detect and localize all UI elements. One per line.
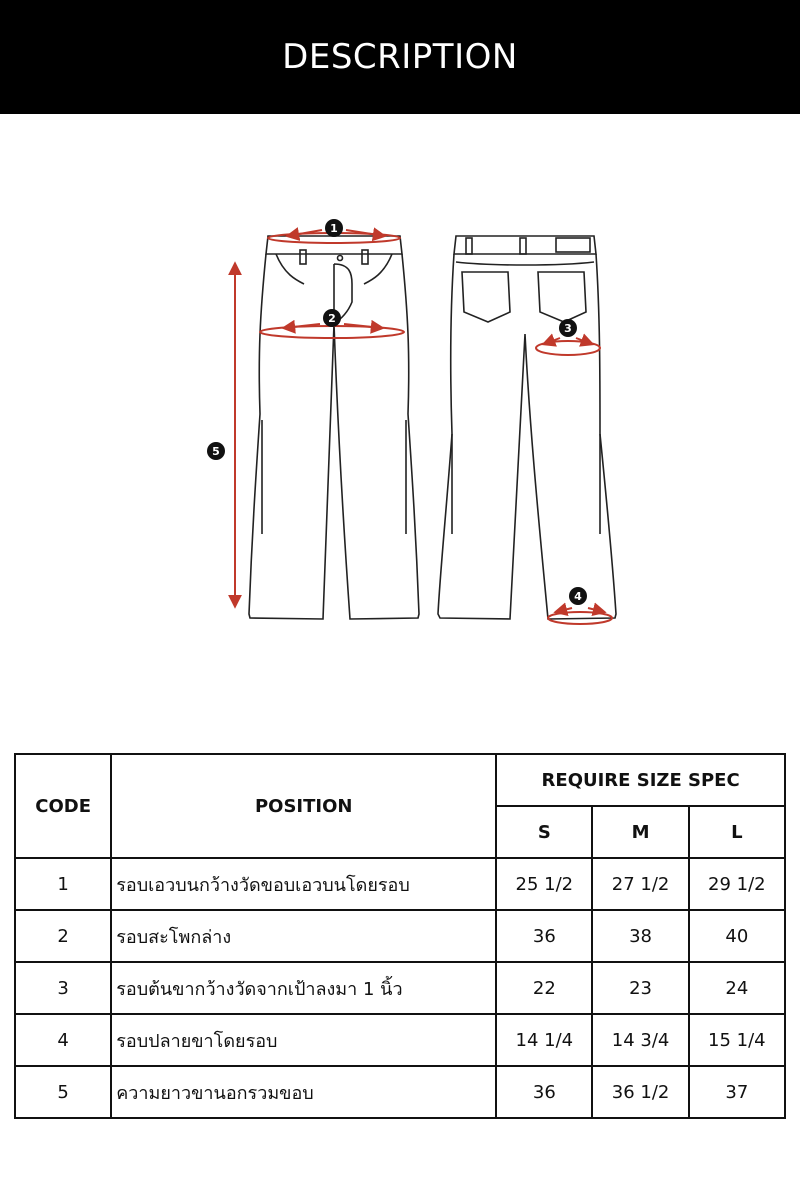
table-row [15,858,785,910]
cell-size-s: 36 [496,910,592,962]
marker-3-label: 3 [564,322,572,335]
cell-size-m: 14 3/4 [592,1014,688,1066]
measure-thigh [536,319,600,355]
cell-size-l: 37 [689,1066,785,1118]
header-position: POSITION [111,754,496,858]
cell-size-s: 14 1/4 [496,1014,592,1066]
cell-code: 5 [15,1066,111,1118]
table-header-row [15,754,785,806]
cell-size-l: 40 [689,910,785,962]
header-size-s: S [496,806,592,858]
cell-size-s: 36 [496,1066,592,1118]
pants-front-outline [249,236,419,619]
header-code: CODE [15,754,111,858]
table-row [15,1014,785,1066]
page-header [0,0,800,114]
cell-code: 2 [15,910,111,962]
cell-position: รอบเอวบนกว้างวัดขอบเอวบนโดยรอบ [111,858,496,910]
cell-size-s: 25 1/2 [496,858,592,910]
pants-diagram-svg [0,114,800,734]
cell-size-l: 15 1/4 [689,1014,785,1066]
cell-code: 4 [15,1014,111,1066]
cell-size-m: 23 [592,962,688,1014]
cell-size-s: 22 [496,962,592,1014]
pants-measurement-diagram [0,114,800,734]
size-spec-table-wrap [14,753,786,1119]
header-size-m: M [592,806,688,858]
marker-5-label: 5 [212,445,220,458]
cell-position: รอบต้นขากว้างวัดจากเป้าลงมา 1 นิ้ว [111,962,496,1014]
cell-code: 3 [15,962,111,1014]
table-row [15,962,785,1014]
cell-position: รอบสะโพกล่าง [111,910,496,962]
cell-code: 1 [15,858,111,910]
page-title: DESCRIPTION [282,37,518,77]
table-row [15,1066,785,1118]
header-require-size-spec: REQUIRE SIZE SPEC [496,754,785,806]
cell-size-m: 36 1/2 [592,1066,688,1118]
marker-2-label: 2 [328,312,336,325]
marker-4-label: 4 [574,590,582,603]
marker-1-label: 1 [330,222,338,235]
cell-size-m: 27 1/2 [592,858,688,910]
cell-size-m: 38 [592,910,688,962]
measure-hip [260,309,404,338]
cell-size-l: 29 1/2 [689,858,785,910]
table-row [15,910,785,962]
size-spec-table [14,753,786,1119]
measure-outseam [207,264,235,606]
pants-back-outline [438,236,616,619]
header-size-l: L [689,806,785,858]
cell-position: ความยาวขานอกรวมขอบ [111,1066,496,1118]
cell-position: รอบปลายขาโดยรอบ [111,1014,496,1066]
measure-waist [268,219,400,243]
cell-size-l: 24 [689,962,785,1014]
